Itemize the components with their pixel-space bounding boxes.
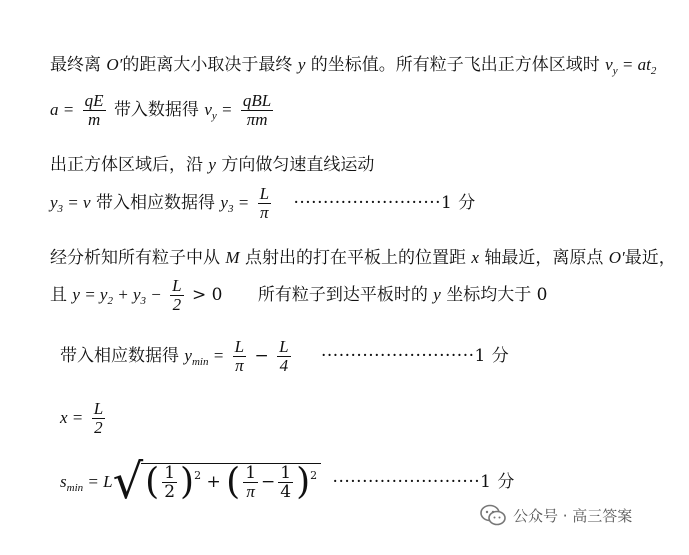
math: y — [297, 55, 306, 74]
line-3 — [50, 150, 374, 175]
sqrt-body: ( $\frac{1}{2}$ )$^2$ + ( $\frac{1}{\pi}$ − $\frac{1}{4}$ )$^2$ — [141, 463, 321, 501]
text: 最近， — [624, 248, 676, 268]
line-6 — [50, 277, 547, 314]
watermark-text: 公众号 · 高三答案 — [513, 506, 633, 525]
math: O′ — [608, 248, 625, 267]
text: 带入相应数据得 — [60, 346, 179, 366]
fraction: $\frac{1}{4}$ — [280, 463, 292, 502]
math: a = — [50, 100, 75, 119]
fraction: $\frac{1}{\pi}$ — [245, 463, 257, 501]
math: $y = y_2 + y_3$ − — [72, 285, 162, 307]
math: > 0 — [192, 285, 223, 305]
line-1 — [50, 50, 656, 77]
math: $v_y = at_2$ — [605, 55, 657, 77]
watermark — [479, 504, 632, 526]
math: y — [208, 155, 216, 174]
fraction: $\frac{L}{2}$ — [172, 276, 182, 314]
fraction: $\frac{\text{qBL}}{\pi m}$ — [242, 91, 272, 129]
score-dots: ·························1 分 — [293, 193, 476, 213]
text: 经分析知所有粒子中从 — [50, 248, 220, 268]
math: $v_y$ = — [204, 100, 233, 122]
fraction: $\frac{L}{2}$ — [93, 399, 104, 437]
line-8 — [60, 400, 108, 437]
score-dots: ·························1 分 — [332, 471, 515, 492]
line-9 — [60, 454, 515, 510]
text: 带入相应数据得 — [95, 193, 215, 213]
math: $y_3$ = — [220, 193, 250, 215]
text: 带入数据得 — [113, 100, 199, 120]
math: M — [225, 248, 240, 267]
text: 的距离大小取决于最终 — [122, 55, 293, 75]
text: 且 — [50, 285, 67, 305]
text: 点射出的打在平板上的位置距 — [244, 248, 466, 268]
line-4 — [50, 185, 476, 222]
text: 最终离 — [50, 55, 101, 75]
math: x — [471, 248, 479, 267]
math: − — [254, 346, 269, 366]
text: 的坐标值。所有粒子飞出正方体区域时 — [310, 55, 600, 75]
sqrt-symbol: √ — [112, 454, 144, 510]
text: 轴最近，离原点 — [484, 248, 604, 268]
fraction: $\frac{L}{4}$ — [279, 337, 289, 375]
math: O′ — [106, 55, 123, 74]
fraction: $\frac{L}{\pi}$ — [234, 337, 245, 375]
line-5 — [50, 243, 676, 268]
fraction: $\frac{1}{2}$ — [164, 463, 176, 502]
math: $y_3 = v$ — [50, 193, 91, 215]
math: x = — [60, 408, 84, 427]
text: 所有粒子到达平板时的 — [257, 285, 428, 305]
fraction: $\frac{L}{\pi}$ — [259, 184, 270, 222]
math: $y_{min}$ = — [184, 346, 225, 368]
line-2 — [50, 92, 276, 129]
math: $s_{min} = L$ — [60, 471, 113, 494]
fraction: $\frac{qE}{m}$ — [84, 91, 104, 129]
math: y — [433, 285, 441, 304]
text: 方向做匀速直线运动 — [221, 155, 375, 175]
line-7 — [60, 338, 509, 375]
wechat-icon — [479, 504, 507, 526]
text: 出正方体区域后，沿 — [50, 155, 203, 175]
score-dots: ··························1 分 — [321, 346, 510, 366]
text: 坐标均大于 0 — [446, 285, 548, 305]
